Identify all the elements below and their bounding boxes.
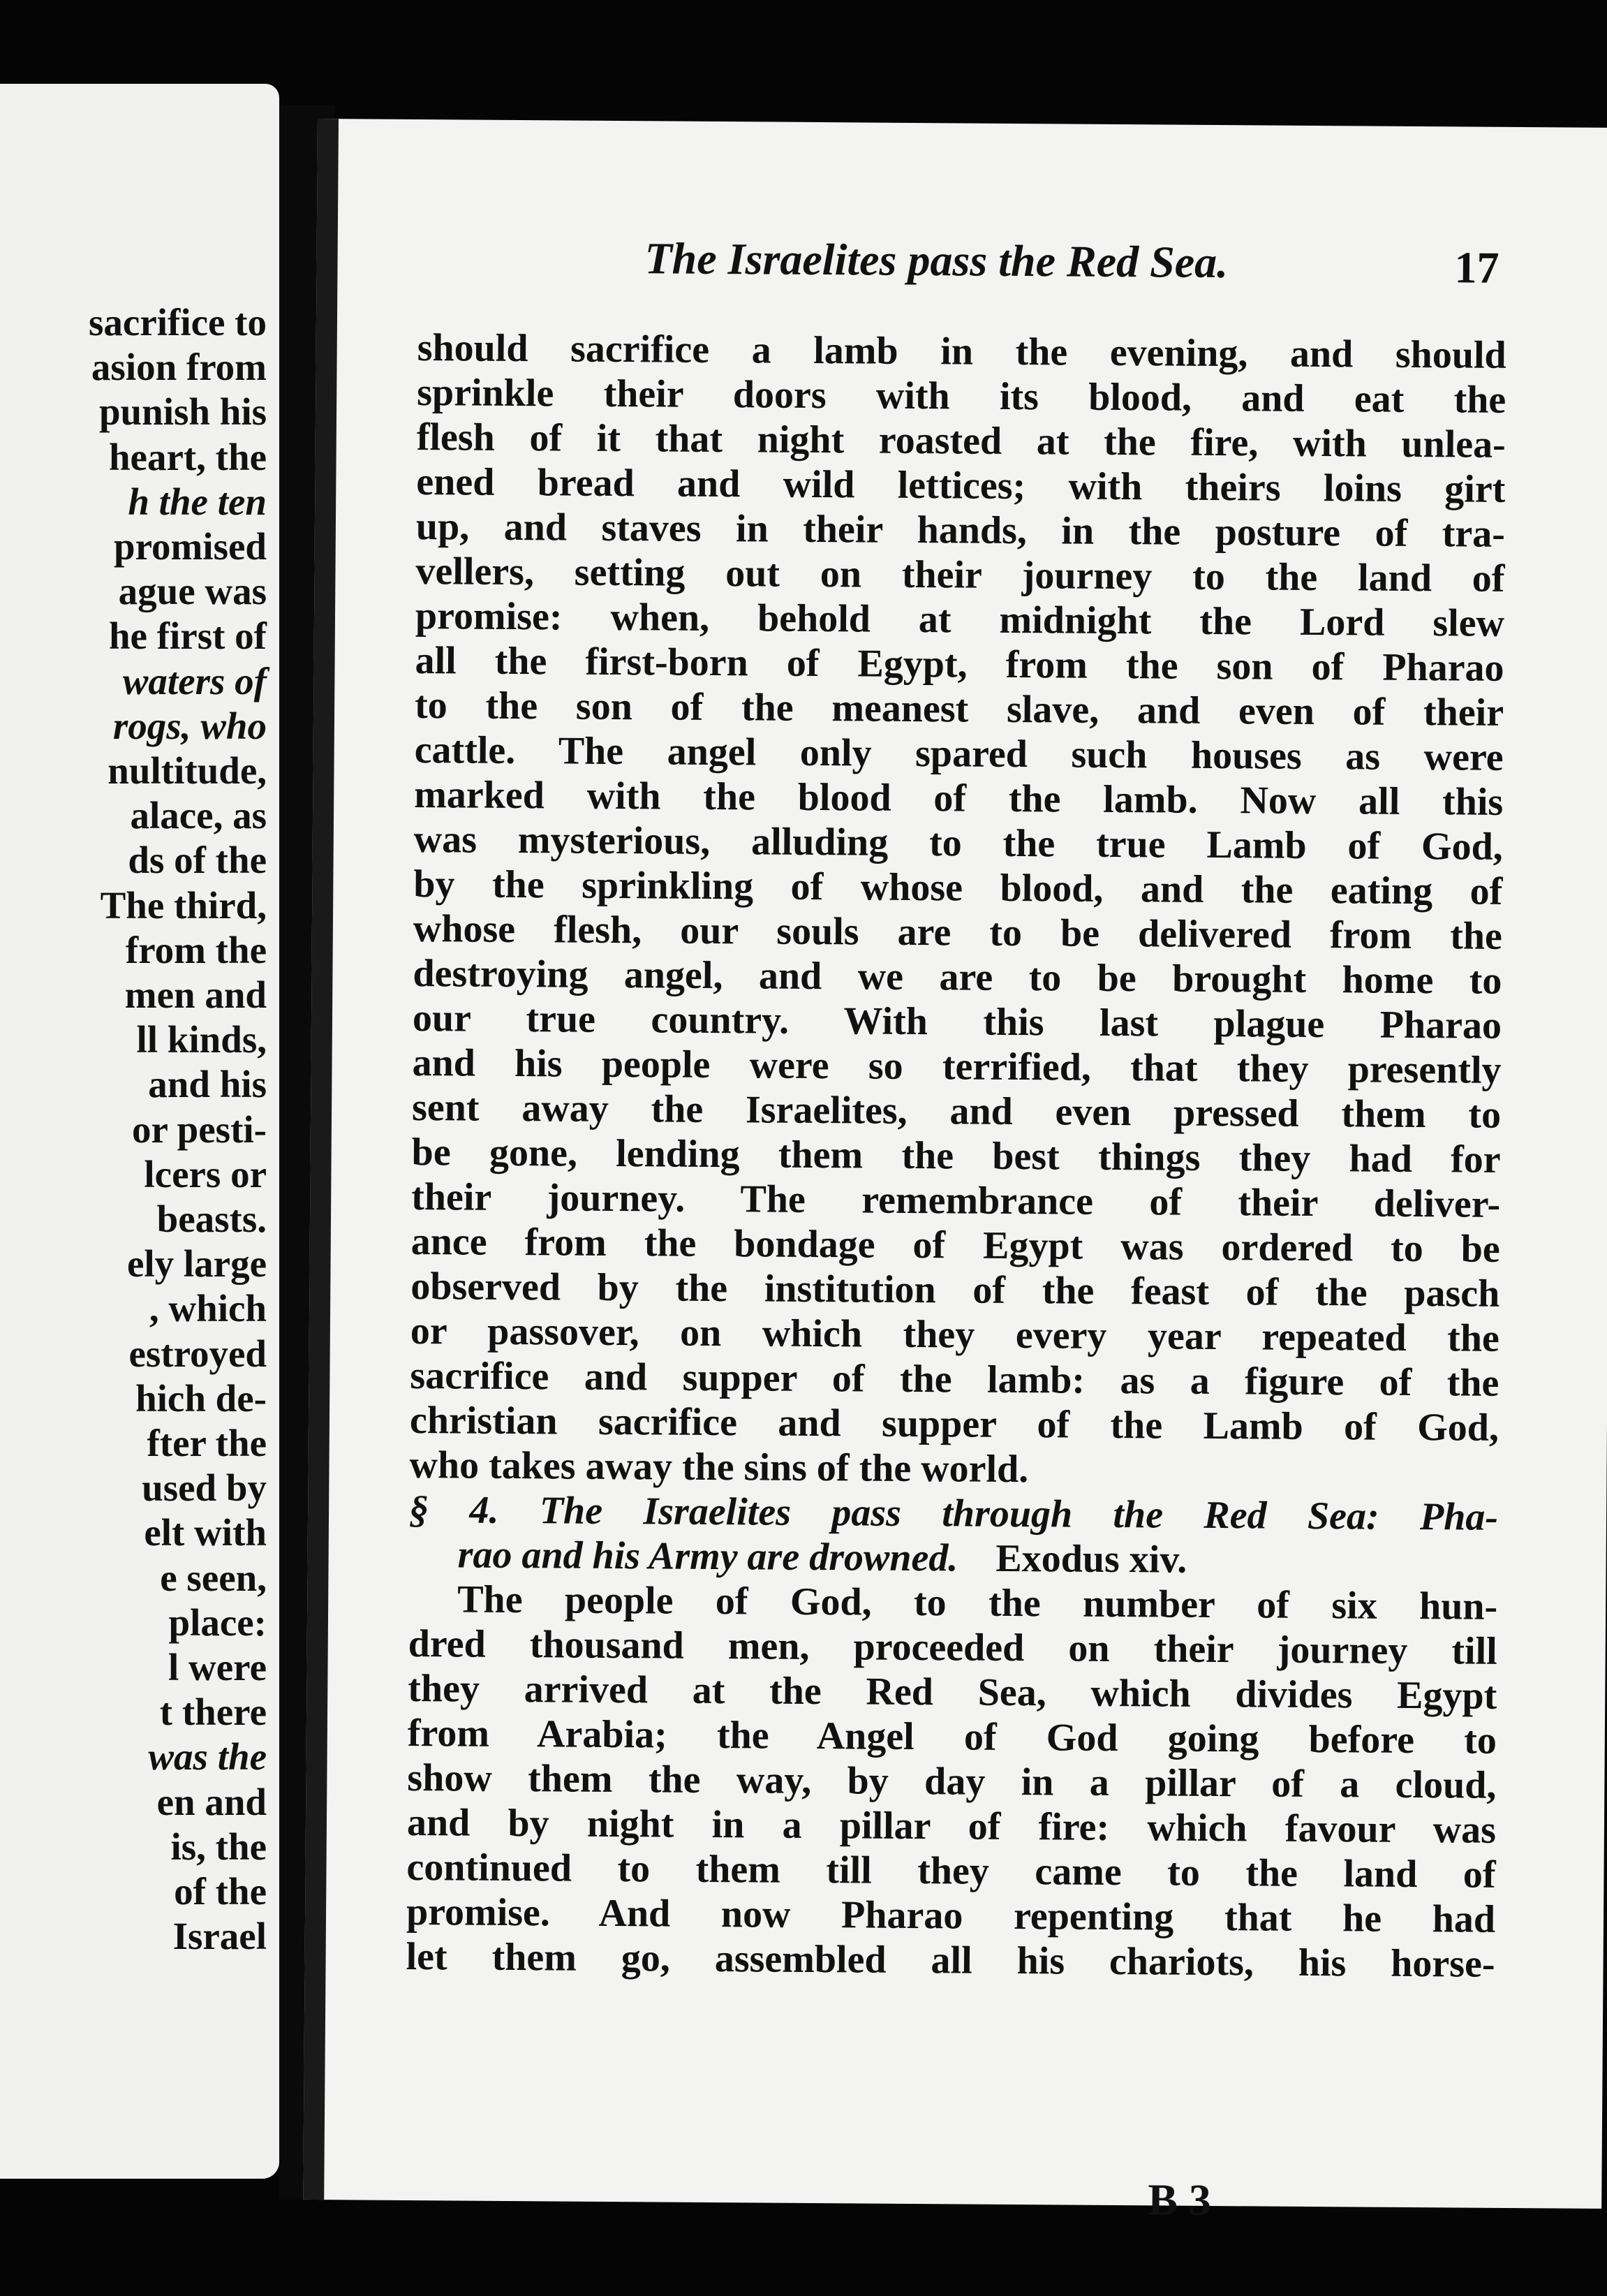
- body-line: destroying angel, and we are to be brought home to: [413, 951, 1502, 1003]
- left-page-line: place:: [168, 1600, 267, 1644]
- body-line: by the sprinkling of whose blood, and the eating of: [413, 862, 1503, 913]
- left-page-line: fter the: [147, 1422, 267, 1464]
- left-page-line: and his: [148, 1063, 267, 1106]
- left-page-line: waters of: [122, 659, 267, 702]
- left-page-line: The third,: [100, 883, 267, 927]
- left-page-line: alace, as: [130, 794, 267, 837]
- right-page: [303, 119, 1607, 2225]
- body-line: sacrifice and supper of the lamb: as a figure of the: [410, 1353, 1499, 1405]
- left-page-line: used by: [142, 1466, 267, 1510]
- body-line: vellers, setting out on their journey to the land of: [415, 549, 1505, 601]
- left-page-line: elt with: [144, 1511, 267, 1554]
- left-page-line: from the: [125, 928, 267, 971]
- signature-mark: B 3: [1147, 2174, 1212, 2225]
- left-page: [0, 84, 279, 2179]
- body-line: who takes away the sins of the world.: [409, 1443, 1029, 1492]
- left-page-line: ague was: [118, 570, 267, 613]
- body-line: and his people were so terrified, that they presently: [412, 1040, 1502, 1092]
- body-line: up, and staves in their hands, in the posture of tra-: [415, 504, 1506, 556]
- left-page-line: men and: [124, 973, 267, 1016]
- section-body-line: from Arabia; the Angel of God going before to: [407, 1711, 1497, 1763]
- body-line: christian sacrifice and supper of the Lamb of God,: [409, 1398, 1499, 1450]
- body-line: our true country. With this last plague Pharao: [412, 996, 1502, 1047]
- running-title: The Israelites pass the Red Sea.: [644, 233, 1229, 288]
- left-page-line: ely large: [126, 1242, 267, 1286]
- body-line: cattle. The angel only spared such houses as were: [414, 728, 1504, 779]
- body-line: or passover, on which they every year repeated the: [410, 1309, 1500, 1360]
- body-line: was mysterious, alluding to the true Lamb of God,: [413, 817, 1503, 869]
- left-page-line: heart, the: [108, 435, 267, 478]
- body-line: ened bread and wild lettices; with theirs loins girt: [416, 460, 1506, 511]
- left-page-line: punish his: [98, 390, 267, 434]
- left-page-line: rogs, who: [112, 704, 267, 747]
- left-page-line: t there: [159, 1691, 267, 1734]
- left-page-line: ll kinds,: [136, 1018, 267, 1061]
- left-page-line: or pesti-: [132, 1107, 267, 1151]
- section-body-line: The people of God, to the number of six hun-: [457, 1577, 1498, 1628]
- body-line: be gone, lending them the best things they had for: [411, 1130, 1501, 1182]
- section-heading-part-2: rao and his Army are drowned.: [457, 1533, 958, 1580]
- body-line: ance from the bondage of Egypt was ordered to be: [410, 1219, 1500, 1271]
- section-body-line: and by night in a pillar of fire: which favour was: [406, 1800, 1497, 1852]
- section-reference: Exodus xiv.: [995, 1536, 1187, 1582]
- body-line: should sacrifice a lamb in the evening, and should: [417, 326, 1506, 377]
- left-page-line: sacrifice to: [89, 301, 267, 344]
- page-number: 17: [1454, 242, 1499, 293]
- body-line: promise: when, behold at midnight the Lord slew: [415, 594, 1505, 645]
- body-line: marked with the blood of the lamb. Now all this: [414, 772, 1504, 824]
- body-line: observed by the institution of the feast of the pasch: [410, 1264, 1500, 1316]
- left-page-line: , which: [149, 1287, 267, 1330]
- body-line: to the son of the meanest slave, and even of their: [414, 683, 1504, 735]
- section-heading: § 4. The Israelites pass through the Red Sea: Pha-: [408, 1487, 1499, 1539]
- left-page-line: estroyed: [128, 1332, 267, 1375]
- left-page-line: l were: [168, 1646, 267, 1688]
- left-page-line: asion from: [91, 346, 267, 389]
- section-heading-continued: [408, 1532, 1497, 1584]
- left-page-line: is, the: [170, 1825, 267, 1868]
- left-page-line: of the: [174, 1870, 267, 1913]
- body-text: [406, 325, 1506, 1987]
- left-page-line: Israel: [172, 1915, 267, 1958]
- left-page-line: e seen,: [160, 1556, 267, 1599]
- body-line: sprinkle their doors with its blood, and eat the: [417, 371, 1506, 422]
- body-line: their journey. The remembrance of their deliver-: [411, 1175, 1501, 1226]
- left-page-line: beasts.: [156, 1198, 267, 1240]
- left-page-line: en and: [156, 1780, 267, 1823]
- left-page-line: hich de-: [135, 1376, 267, 1420]
- section-body-line: promise. And now Pharao repenting that he had: [406, 1890, 1496, 1941]
- section-body-line: let them go, assembled all his chariots, his horse-: [406, 1934, 1495, 1986]
- left-page-line: nultitude,: [108, 749, 267, 792]
- left-page-line: he first of: [108, 615, 267, 658]
- left-page-line: lcers or: [144, 1152, 267, 1195]
- section-body-line: they arrived at the Red Sea, which divides Egypt: [408, 1666, 1497, 1718]
- body-line: whose flesh, our souls are to be delivered from the: [413, 906, 1503, 958]
- section-body-line: dred thousand men, proceeded on their journey till: [408, 1621, 1497, 1673]
- body-line: flesh of it that night roasted at the fire, with unlea-: [416, 415, 1506, 466]
- section-body-line: continued to them till they came to the land of: [406, 1845, 1496, 1897]
- left-page-line: ds of the: [128, 839, 267, 882]
- body-line: all the first-born of Egypt, from the son of Pharao: [415, 638, 1504, 690]
- section-body-line: show them the way, by day in a pillar of a cloud,: [407, 1756, 1497, 1807]
- left-page-line: promised: [113, 525, 267, 568]
- left-page-line: h the ten: [128, 480, 267, 523]
- left-page-line: was the: [148, 1735, 267, 1779]
- body-line: sent away the Israelites, and even pressed them to: [411, 1085, 1502, 1137]
